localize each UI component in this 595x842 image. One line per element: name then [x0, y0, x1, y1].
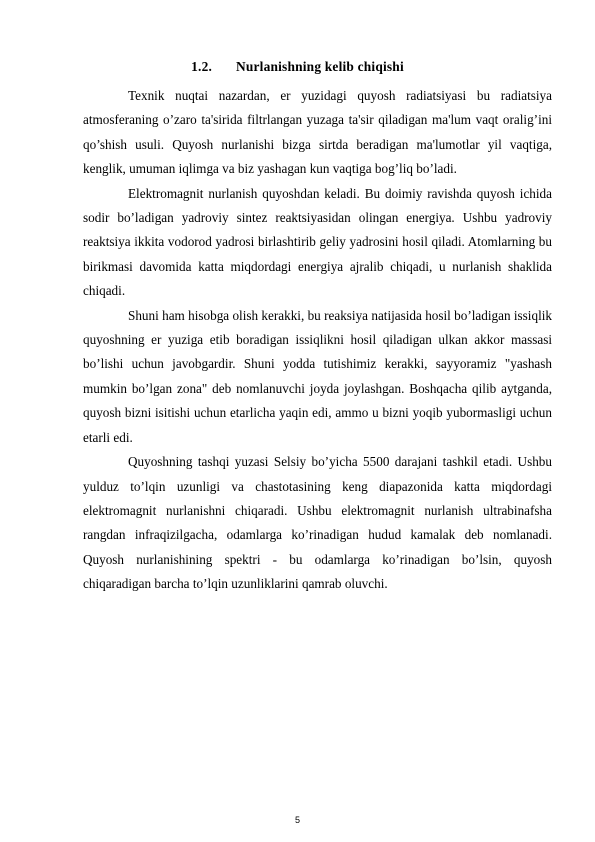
paragraph: Texnik nuqtai nazardan, er yuzidagi quyosh radiatsiyasi bu radiatsiya atmosferaning o’zaro ta'sirida filtrlangan yuzaga ta'sir qiladigan ma'lum vaqt oralig’ini qo’shish usuli. Quyosh nurlanishi bizga sirtda beradigan ma'lumotlar yil vaqtiga, kenglik, umuman iqlimga va biz yashagan kun vaqtiga bog’liq bo’ladi. [83, 88, 552, 177]
page-number: 5 [294, 815, 300, 825]
paragraph: Quyoshning tashqi yuzasi Selsiy bo’yicha 5500 darajani tashkil etadi. Ushbu yulduz to’lqin uzunligi va chastotasining keng diapazonida katta miqdordagi elektromagnit nurlanishni chiqaradi. Ushbu elektromagnit nurlanish ultrabinafsha rangdan infraqizilgacha, odamlarga ko’rinadigan hudud kamalak deb nomlanadi. Quyosh nurlanishining spektri - bu odamlarga ko’rinadigan bo’lsin, quyosh chiqaradigan barcha to’lqin uzunliklarini qamrab oluvchi. [83, 454, 552, 592]
section-number: 1.2. [191, 59, 213, 74]
section-title: Nurlanishning kelib chiqishi [236, 59, 404, 74]
body-text [83, 84, 552, 597]
section-heading [0, 59, 595, 75]
paragraph: Shuni ham hisobga olish kerakki, bu reaksiya natijasida hosil bo’ladigan issiqlik quyoshning er yuziga etib boradigan issiqlikni hosil qiladigan ulkan akkor massasi bo’lishi uchun javobgardir. Shuni yodda tutishimiz kerakki, sayyoramiz "yashash mumkin bo’lgan zona" deb nomlanuvchi joyda joylashgan. Boshqacha qilib aytganda, quyosh bizni isitishi uchun etarlicha yaqin edi, ammo u bizni yoqib yubormasligi uchun etarli edi. [83, 307, 552, 445]
paragraph: Elektromagnit nurlanish quyoshdan keladi. Bu doimiy ravishda quyosh ichida sodir bo’ladigan yadroviy sintez reaktsiyasidan olingan energiya. Ushbu yadroviy reaktsiya ikkita vodorod yadrosi birlashtirib geliy yadrosini hosil qiladi. Atomlarning bu birikmasi davomida katta miqdordagi energiya ajralib chiqadi, u nurlanish shaklida chiqadi. [83, 185, 552, 299]
